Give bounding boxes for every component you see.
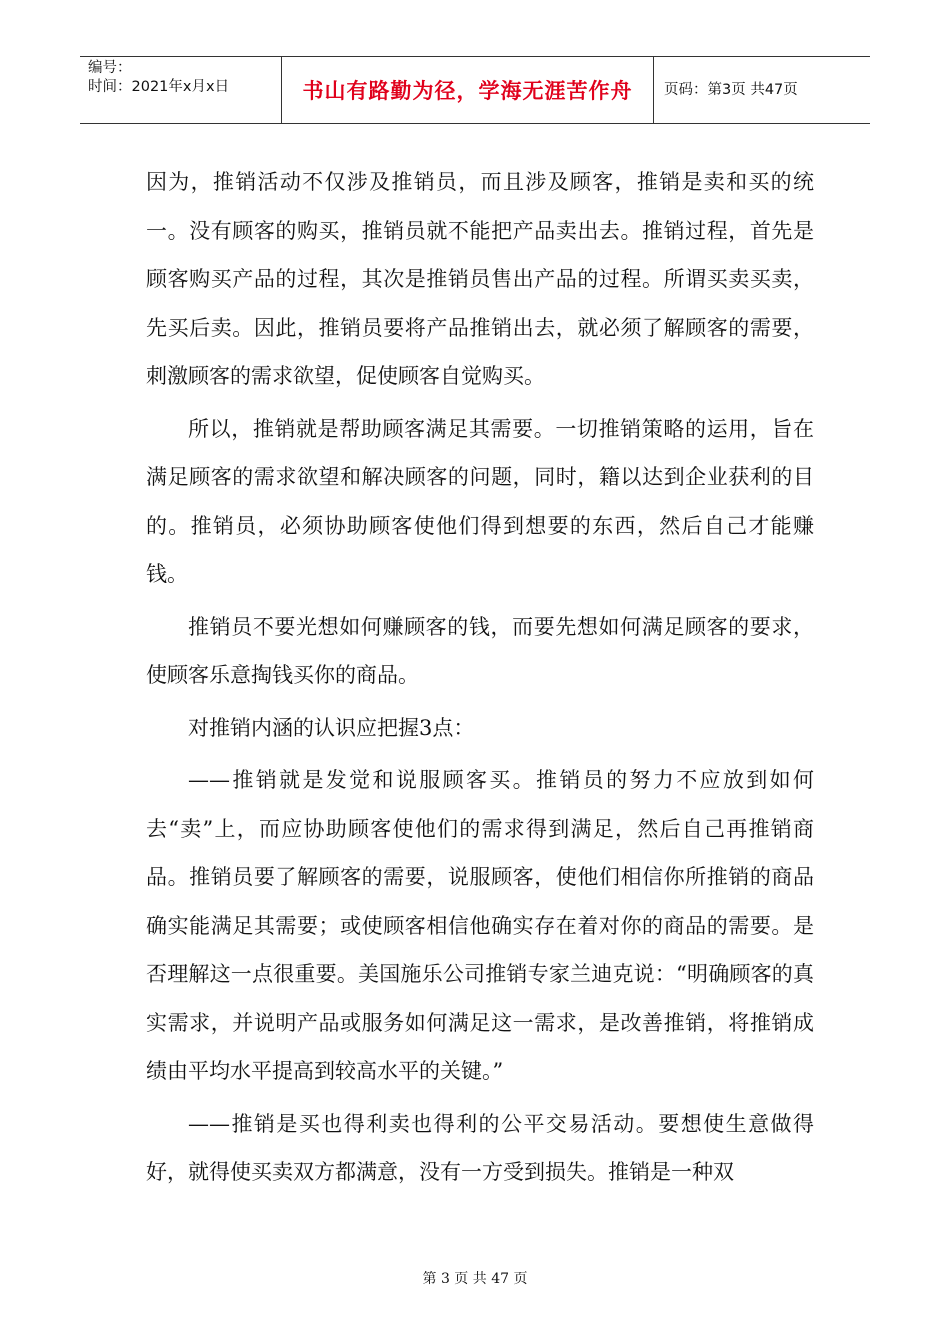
paragraph: ——推销是买也得利卖也得利的公平交易活动。要想使生意做得好，就得使买卖双方都满意，没有一方受到损失。推销是一种双 xyxy=(146,1111,814,1184)
paragraph: ——推销就是发觉和说服顾客买。推销员的努力不应放到如何去“卖”上，而应协助顾客使他们的需求得到满足，然后自己再推销商品。推销员要了解顾客的需要，说服顾客，使他们相信你所推销的商品确实能满足其需要；或使顾客相信他确实存在着对你的商品的需要。是否理解这一点很重要。美国施乐公司推销专家兰迪克说：“明确顾客的真实需求，并说明产品或服务如何满足这一需求，是改善推销，将推销成绩由平均水平提高到较高水平的关键。” xyxy=(146,768,814,1083)
page-footer: 第 3 页 共 47 页 xyxy=(422,1271,528,1287)
header-motto: 书山有路勤为径，学海无涯苦作舟 xyxy=(302,79,633,103)
document-time-label: 时间：2021年x月x日 xyxy=(88,79,230,95)
page-header xyxy=(80,56,870,124)
header-motto-cell xyxy=(282,57,654,123)
paragraph: 所以，推销就是帮助顾客满足其需要。一切推销策略的运用，旨在满足顾客的需求欲望和解决顾客的问题，同时，籍以达到企业获利的目的。推销员，必须协助顾客使他们得到想要的东西，然后自己才能赚钱。 xyxy=(146,416,814,586)
paragraph: 因为，推销活动不仅涉及推销员，而且涉及顾客，推销是卖和买的统一。没有顾客的购买，推销员就不能把产品卖出去。推销过程，首先是顾客购买产品的过程，其次是推销员售出产品的过程。所谓买卖买卖，先买后卖。因此，推销员要将产品推销出去，就必须了解顾客的需要，刺激顾客的需求欲望，促使顾客自觉购买。 xyxy=(146,170,814,388)
paragraph: 推销员不要光想如何赚顾客的钱，而要先想如何满足顾客的要求，使顾客乐意掏钱买你的商品。 xyxy=(146,614,814,687)
header-meta xyxy=(80,57,282,123)
document-body xyxy=(146,158,814,1197)
header-page-cell xyxy=(654,57,870,123)
document-number-label: 编号： xyxy=(88,60,132,76)
paragraph: 对推销内涵的认识应把握3点： xyxy=(188,715,475,740)
header-page-info: 页码：第3页 共47页 xyxy=(664,81,798,98)
